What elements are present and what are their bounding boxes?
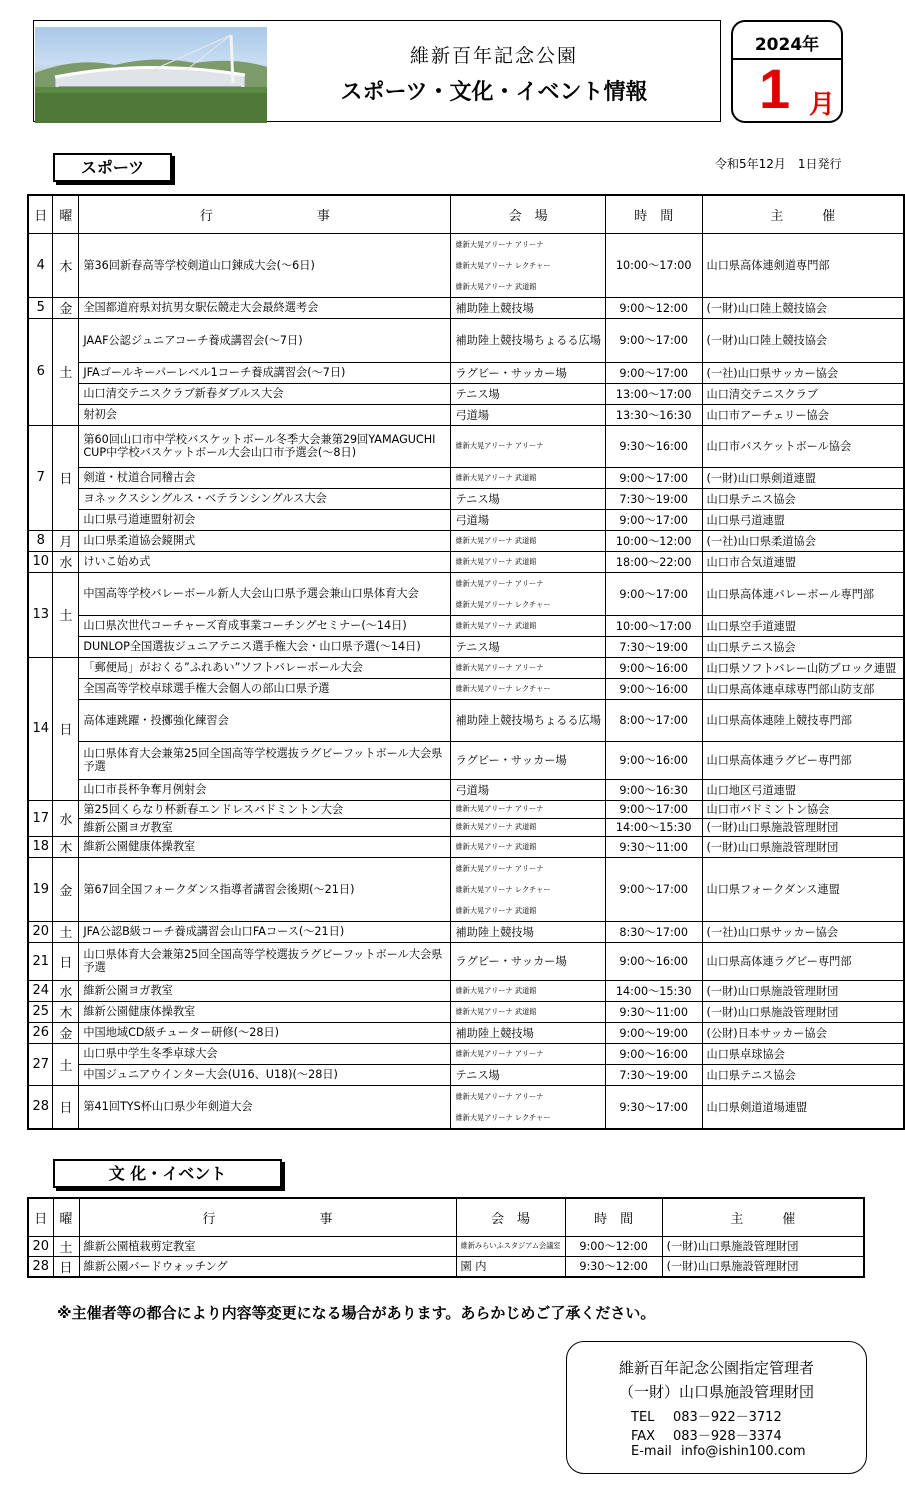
row-venue: ラグビー・サッカー場 (451, 942, 605, 980)
row-weekday: 日 (53, 425, 79, 530)
contact-tel (631, 1406, 782, 1425)
row-event: 維新公園ヨガ教室 (79, 818, 451, 836)
venue-line: 維新大晃アリーナ アリーナ (455, 1091, 544, 1101)
tel-label: TEL (631, 1410, 655, 1425)
page-title: スポーツ・文化・イベント情報 (340, 80, 648, 105)
row-organizer: (一財)山口陸上競技協会 (702, 297, 904, 318)
table-row (28, 615, 904, 636)
row-event: 山口県次世代コーチャーズ育成事業コーチングセミナー(～14日) (79, 615, 451, 636)
col-header-weekday: 曜 (53, 1198, 79, 1236)
row-organizer: 山口県剣道道場連盟 (702, 1085, 904, 1129)
venue-line: 維新大晃アリーナ 武道館 (455, 281, 537, 291)
row-time: 13:30～16:30 (605, 404, 702, 425)
table-row (28, 467, 904, 488)
row-event: 山口県中学生冬季卓球大会 (79, 1043, 451, 1064)
col-header-time: 時 間 (565, 1198, 662, 1236)
row-organizer: 山口地区弓道連盟 (702, 779, 904, 800)
row-organizer: 山口県高体連卓球専門部山防支部 (702, 678, 904, 699)
row-day: 5 (28, 297, 53, 318)
row-time: 9:00～16:00 (605, 741, 702, 779)
venue-line: 維新大晃アリーナ レクチャー (455, 884, 551, 894)
row-time: 10:00～12:00 (605, 530, 702, 551)
email-address: info@ishin100.com (681, 1444, 806, 1459)
row-weekday: 土 (53, 318, 79, 425)
row-day: 14 (28, 657, 53, 800)
row-venue: 弓道場 (451, 779, 605, 800)
row-event: 山口県柔道協会鏡開式 (79, 530, 451, 551)
table-row (28, 1001, 904, 1022)
row-organizer: 山口県空手道連盟 (702, 615, 904, 636)
row-day: 28 (28, 1085, 53, 1129)
row-organizer: (一社)山口県サッカー協会 (702, 362, 904, 383)
row-venue: 補助陸上競技場 (451, 921, 605, 942)
contact-fax (631, 1425, 782, 1444)
table-header-row (28, 1198, 864, 1236)
row-organizer: 山口県テニス協会 (702, 488, 904, 509)
tel-number: 083－922－3712 (673, 1410, 782, 1425)
row-event: 中国高等学校バレーボール新人大会山口県予選会兼山口県体育大会 (79, 572, 451, 615)
row-organizer: (一財)山口県施設管理財団 (702, 836, 904, 857)
venue-line: 補助陸上競技場 (455, 333, 534, 347)
year-label: 2024年 (754, 35, 820, 55)
row-organizer: (公財)日本サッカー協会 (702, 1022, 904, 1043)
table-row (28, 1022, 904, 1043)
row-time: 9:30～11:00 (605, 1001, 702, 1022)
row-organizer: 山口県高体連バレーボール専門部 (702, 572, 904, 615)
row-day: 21 (28, 942, 53, 980)
row-weekday: 金 (53, 857, 79, 921)
row-venue: 維新みらいふスタジアム会議室 (456, 1236, 565, 1256)
row-time: 8:00～17:00 (605, 699, 702, 741)
row-event: 第60回山口市中学校バスケットボール冬季大会兼第29回YAMAGUCHI CUP中学校バスケットボール大会山口市予選会(～8日) (79, 425, 451, 467)
stadium-illustration (35, 27, 267, 123)
table-row (28, 297, 904, 318)
row-time: 9:30～17:00 (605, 1085, 702, 1129)
table-row (28, 699, 904, 741)
col-header-venue: 会 場 (451, 195, 605, 233)
row-weekday: 日 (53, 1256, 79, 1277)
col-header-time: 時 間 (605, 195, 702, 233)
table-row (28, 383, 904, 404)
row-organizer: (一財)山口県施設管理財団 (702, 980, 904, 1001)
row-time: 13:00～17:00 (605, 383, 702, 404)
row-event: 山口県体育大会兼第25回全国高等学校選抜ラグビーフットボール大会県予選 (79, 942, 451, 980)
row-event: 全国都道府県対抗男女駅伝競走大会最終選考会 (79, 297, 451, 318)
row-time: 7:30～19:00 (605, 1064, 702, 1085)
row-time: 9:00～17:00 (605, 362, 702, 383)
row-organizer: 山口県高体連剣道専門部 (702, 233, 904, 297)
row-weekday: 土 (53, 1236, 79, 1256)
row-event: 維新公園植栽剪定教室 (79, 1236, 456, 1256)
table-row (28, 779, 904, 800)
row-venue: 弓道場 (451, 509, 605, 530)
contact-email (631, 1444, 806, 1459)
row-time: 9:00～17:00 (605, 467, 702, 488)
col-header-organizer: 主 催 (702, 195, 904, 233)
row-organizer: (一財)山口県施設管理財団 (702, 818, 904, 836)
table-row (28, 551, 904, 572)
row-event: 第25回くらなり杯新春エンドレスバドミントン大会 (79, 800, 451, 818)
row-organizer: (一社)山口県柔道協会 (702, 530, 904, 551)
row-time: 7:30～19:00 (605, 488, 702, 509)
col-header-organizer: 主 催 (662, 1198, 864, 1236)
row-event: 維新公園健康体操教室 (79, 836, 451, 857)
row-event: 中国ジュニアウインター大会(U16、U18)(～28日) (79, 1064, 451, 1085)
venue-line: 維新大晃アリーナ レクチャー (455, 260, 551, 270)
row-venue (451, 1085, 605, 1129)
row-time: 9:00～16:30 (605, 779, 702, 800)
row-organizer: (一財)山口県剣道連盟 (702, 467, 904, 488)
venue-line: 補助陸上競技場 (455, 713, 534, 727)
row-organizer: (一財)山口県施設管理財団 (662, 1256, 864, 1277)
row-event: 維新公園バードウォッチング (79, 1256, 456, 1277)
row-venue: 補助陸上競技場 (451, 297, 605, 318)
table-row (28, 362, 904, 383)
table-row (28, 741, 904, 779)
row-venue: テニス場 (451, 636, 605, 657)
row-organizer: 山口市合気道連盟 (702, 551, 904, 572)
row-organizer: (一財)山口陸上競技協会 (702, 318, 904, 362)
fax-number: 083－928－3374 (673, 1429, 782, 1444)
row-time: 9:00～12:00 (565, 1236, 662, 1256)
table-row (28, 818, 904, 836)
col-header-venue: 会 場 (456, 1198, 565, 1236)
row-weekday: 水 (53, 980, 79, 1001)
row-event: 維新公園ヨガ教室 (79, 980, 451, 1001)
row-weekday: 金 (53, 297, 79, 318)
row-time: 9:30～12:00 (565, 1256, 662, 1277)
table-row (28, 488, 904, 509)
row-venue (451, 857, 605, 921)
row-event: 第67回全国フォークダンス指導者講習会後期(～21日) (79, 857, 451, 921)
row-weekday: 日 (53, 1085, 79, 1129)
table-row (28, 800, 904, 818)
header-banner (33, 20, 721, 122)
table-row (28, 509, 904, 530)
row-organizer: 山口県テニス協会 (702, 636, 904, 657)
row-venue: 維新大晃アリーナ レクチャー (451, 678, 605, 699)
row-day: 19 (28, 857, 53, 921)
row-day: 7 (28, 425, 53, 530)
row-weekday: 木 (53, 233, 79, 297)
row-venue: ラグビー・サッカー場 (451, 741, 605, 779)
table-row (28, 1256, 864, 1277)
row-organizer: 山口市バスケットボール協会 (702, 425, 904, 467)
row-organizer: 山口県弓道連盟 (702, 509, 904, 530)
row-time: 7:30～19:00 (605, 636, 702, 657)
row-venue: 維新大晃アリーナ 武道館 (451, 1001, 605, 1022)
row-day: 17 (28, 800, 53, 836)
row-time: 9:00～19:00 (605, 1022, 702, 1043)
row-time: 9:00～17:00 (605, 318, 702, 362)
row-time: 9:00～16:00 (605, 1043, 702, 1064)
row-day: 10 (28, 551, 53, 572)
row-venue: 維新大晃アリーナ 武道館 (451, 530, 605, 551)
row-weekday: 土 (53, 572, 79, 657)
col-header-event: 行 事 (79, 195, 451, 233)
row-organizer: 山口県ソフトバレー山防ブロック連盟 (702, 657, 904, 678)
row-time: 9:00～17:00 (605, 509, 702, 530)
row-weekday: 水 (53, 551, 79, 572)
row-event: 射初会 (79, 404, 451, 425)
row-event: 「郵便局」がおくる”ふれあい”ソフトバレーボール大会 (79, 657, 451, 678)
table-row (28, 1064, 904, 1085)
table-row (28, 530, 904, 551)
row-venue: 園 内 (456, 1256, 565, 1277)
row-organizer: 山口市アーチェリー協会 (702, 404, 904, 425)
row-event: JAAF公認ジュニアコーチ養成講習会(～7日) (79, 318, 451, 362)
row-time: 10:00～17:00 (605, 615, 702, 636)
row-day: 28 (28, 1256, 53, 1277)
row-venue: 補助陸上競技場 (451, 1022, 605, 1043)
row-event: DUNLOP全国選抜ジュニアテニス選手権大会・山口県予選(～14日) (79, 636, 451, 657)
row-event: 山口県体育大会兼第25回全国高等学校選抜ラグビーフットボール大会県予選 (79, 741, 451, 779)
table-row (28, 678, 904, 699)
row-event: 山口市長杯争奪月例射会 (79, 779, 451, 800)
row-day: 27 (28, 1043, 53, 1085)
issue-date: 令和5年12月 1日発行 (715, 157, 842, 171)
contact-organization: （一財）山口県施設管理財団 (618, 1383, 814, 1401)
row-venue: テニス場 (451, 383, 605, 404)
table-row (28, 318, 904, 362)
table-row (28, 636, 904, 657)
venue-line: 維新大晃アリーナ レクチャー (455, 1112, 551, 1122)
row-weekday: 日 (53, 942, 79, 980)
row-organizer: 山口県高体連陸上競技専門部 (702, 699, 904, 741)
col-header-event: 行 事 (79, 1198, 456, 1236)
row-event: 中国地域CD級チューター研修(～28日) (79, 1022, 451, 1043)
month-badge (731, 20, 843, 123)
row-time: 9:00～17:00 (605, 800, 702, 818)
row-weekday: 土 (53, 1043, 79, 1085)
culture-section-title: 文 化・イベント (53, 1159, 282, 1188)
row-day: 25 (28, 1001, 53, 1022)
table-row (28, 404, 904, 425)
row-event: 高体連跳躍・投擲強化練習会 (79, 699, 451, 741)
row-event: ヨネックスシングルス・ベテランシングルス大会 (79, 488, 451, 509)
row-event: 剣道・杖道合同稽古会 (79, 467, 451, 488)
row-time: 9:00～16:00 (605, 678, 702, 699)
row-time: 9:30～16:00 (605, 425, 702, 467)
row-venue: 維新大晃アリーナ 武道館 (451, 836, 605, 857)
table-row (28, 980, 904, 1001)
row-event: 全国高等学校卓球選手権大会個人の部山口県予選 (79, 678, 451, 699)
culture-schedule-table (27, 1197, 865, 1278)
row-time: 9:30～11:00 (605, 836, 702, 857)
row-weekday: 木 (53, 1001, 79, 1022)
row-day: 24 (28, 980, 53, 1001)
row-organizer: 山口県テニス協会 (702, 1064, 904, 1085)
row-organizer: 山口県フォークダンス連盟 (702, 857, 904, 921)
email-label: E-mail (631, 1444, 672, 1459)
table-row (28, 1236, 864, 1256)
row-day: 6 (28, 318, 53, 425)
table-row (28, 572, 904, 615)
row-organizer: 山口県高体連ラグビー専門部 (702, 942, 904, 980)
row-weekday: 土 (53, 921, 79, 942)
row-day: 26 (28, 1022, 53, 1043)
table-row (28, 921, 904, 942)
row-time: 9:00～12:00 (605, 297, 702, 318)
row-time: 8:30～17:00 (605, 921, 702, 942)
change-notice: ※主催者等の都合により内容等変更になる場合があります。あらかじめご了承ください。 (57, 1304, 656, 1322)
contact-manager: 維新百年記念公園指定管理者 (618, 1359, 814, 1377)
month-number: 1 (759, 57, 791, 120)
row-time: 9:00～17:00 (605, 857, 702, 921)
row-event: JFAゴールキーパーレベル1コーチ養成講習会(～7日) (79, 362, 451, 383)
venue-line: 維新大晃アリーナ 武道館 (455, 905, 537, 915)
table-row (28, 1043, 904, 1064)
row-organizer: (一財)山口県施設管理財団 (702, 1001, 904, 1022)
row-event: 山口清交テニスクラブ新春ダブルス大会 (79, 383, 451, 404)
row-venue: 維新大晃アリーナ 武道館 (451, 615, 605, 636)
sports-section-title: スポーツ (53, 153, 172, 182)
row-event: 維新公園健康体操教室 (79, 1001, 451, 1022)
row-event: 第36回新春高等学校剣道山口錬成大会(～6日) (79, 233, 451, 297)
table-row (28, 233, 904, 297)
row-organizer: 山口市バドミントン協会 (702, 800, 904, 818)
row-event: けいこ始め式 (79, 551, 451, 572)
row-organizer: 山口県高体連ラグビー専門部 (702, 741, 904, 779)
row-weekday: 水 (53, 800, 79, 836)
row-day: 20 (28, 1236, 53, 1256)
table-row (28, 836, 904, 857)
sports-schedule-table (27, 194, 905, 1130)
contact-box (566, 1341, 867, 1474)
row-venue: 維新大晃アリーナ 武道館 (451, 467, 605, 488)
row-venue: 維新大晃アリーナ 武道館 (451, 980, 605, 1001)
row-venue: 維新大晃アリーナ アリーナ (451, 1043, 605, 1064)
row-venue: 維新大晃アリーナ 武道館 (451, 551, 605, 572)
venue-line: 維新大晃アリーナ レクチャー (455, 599, 551, 609)
row-weekday: 金 (53, 1022, 79, 1043)
row-time: 9:00～17:00 (605, 572, 702, 615)
venue-line: ちょるる広場 (533, 713, 601, 727)
row-organizer: 山口清交テニスクラブ (702, 383, 904, 404)
row-venue (451, 233, 605, 297)
row-day: 4 (28, 233, 53, 297)
row-event: JFA公認B級コーチ養成講習会山口FAコース(～21日) (79, 921, 451, 942)
row-event: 第41回TYS杯山口県少年剣道大会 (79, 1085, 451, 1129)
row-weekday: 月 (53, 530, 79, 551)
row-organizer: 山口県卓球協会 (702, 1043, 904, 1064)
table-row (28, 1085, 904, 1129)
row-day: 8 (28, 530, 53, 551)
table-row (28, 942, 904, 980)
row-time: 14:00～15:30 (605, 818, 702, 836)
venue-line: ちょるる広場 (533, 333, 601, 347)
row-venue: 維新大晃アリーナ アリーナ (451, 425, 605, 467)
table-row (28, 657, 904, 678)
row-venue: 維新大晃アリーナ 武道館 (451, 818, 605, 836)
venue-line: 維新大晃アリーナ アリーナ (455, 578, 544, 588)
row-weekday: 木 (53, 836, 79, 857)
row-day: 13 (28, 572, 53, 657)
col-header-weekday: 曜 (53, 195, 79, 233)
stadium-photo (35, 27, 267, 123)
row-time: 18:00～22:00 (605, 551, 702, 572)
col-header-day: 日 (28, 1198, 53, 1236)
fax-label: FAX (631, 1429, 656, 1444)
table-header-row (28, 195, 904, 233)
row-event: 山口県弓道連盟射初会 (79, 509, 451, 530)
park-name: 維新百年記念公園 (409, 45, 578, 67)
row-weekday: 日 (53, 657, 79, 800)
row-time: 9:00～16:00 (605, 942, 702, 980)
row-venue: 弓道場 (451, 404, 605, 425)
venue-line: 維新大晃アリーナ アリーナ (455, 239, 544, 249)
row-venue: ラグビー・サッカー場 (451, 362, 605, 383)
row-time: 10:00～17:00 (605, 233, 702, 297)
col-header-day: 日 (28, 195, 53, 233)
month-unit: 月 (809, 90, 836, 120)
row-organizer: (一社)山口県サッカー協会 (702, 921, 904, 942)
row-venue (451, 572, 605, 615)
row-venue: 維新大晃アリーナ アリーナ (451, 800, 605, 818)
row-day: 20 (28, 921, 53, 942)
row-organizer: (一財)山口県施設管理財団 (662, 1236, 864, 1256)
row-time: 9:00～16:00 (605, 657, 702, 678)
row-venue (451, 318, 605, 362)
table-row (28, 425, 904, 467)
row-day: 18 (28, 836, 53, 857)
row-venue: テニス場 (451, 1064, 605, 1085)
row-venue: テニス場 (451, 488, 605, 509)
venue-line: 維新大晃アリーナ アリーナ (455, 863, 544, 873)
row-venue: 維新大晃アリーナ アリーナ (451, 657, 605, 678)
row-time: 14:00～15:30 (605, 980, 702, 1001)
table-row (28, 857, 904, 921)
row-venue (451, 699, 605, 741)
